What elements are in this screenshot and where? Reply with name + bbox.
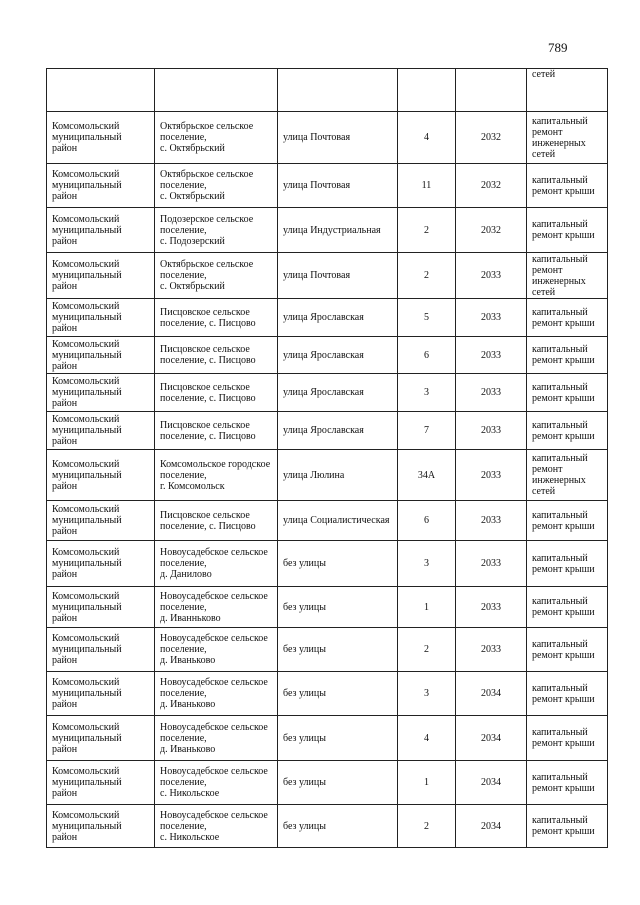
year-cell: 2032 (456, 208, 527, 253)
year-cell: 2033 (456, 412, 527, 450)
work-cell: капитальный ремонт крыши (527, 672, 608, 716)
house-cell: 4 (398, 112, 456, 164)
settlement-cell: Новоусадебское сельское поселение, д. Иваньково (155, 672, 278, 716)
table-row (47, 299, 608, 337)
street-cell: улица Ярославская (278, 337, 398, 374)
page-number: 789 (548, 40, 568, 55)
street-cell: улица Люлина (278, 450, 398, 501)
district-cell: Комсомольский муниципальный район (47, 628, 155, 672)
house-cell: 1 (398, 587, 456, 628)
table-row (47, 374, 608, 412)
street-cell: улица Ярославская (278, 299, 398, 337)
work-cell: капитальный ремонт крыши (527, 805, 608, 848)
year-cell: 2033 (456, 501, 527, 541)
house-cell: 3 (398, 374, 456, 412)
house-cell: 2 (398, 805, 456, 848)
table-row (47, 716, 608, 761)
work-cell: капитальный ремонт инженерных сетей (527, 253, 608, 299)
district-cell: Комсомольский муниципальный район (47, 374, 155, 412)
district-cell: Комсомольский муниципальный район (47, 541, 155, 587)
year-cell (456, 69, 527, 112)
table-row (47, 208, 608, 253)
settlement-cell: Новоусадебское сельское поселение, д. Данилово (155, 541, 278, 587)
work-cell: капитальный ремонт крыши (527, 628, 608, 672)
district-cell: Комсомольский муниципальный район (47, 337, 155, 374)
table-row (47, 337, 608, 374)
house-cell: 2 (398, 253, 456, 299)
street-cell (278, 69, 398, 112)
settlement-cell: Новоусадебское сельское поселение, с. Никольское (155, 805, 278, 848)
work-cell: капитальный ремонт крыши (527, 716, 608, 761)
year-cell: 2032 (456, 164, 527, 208)
settlement-cell: Новоусадебское сельское поселение, д. Иваньково (155, 716, 278, 761)
work-cell: капитальный ремонт инженерных сетей (527, 112, 608, 164)
work-cell: капитальный ремонт крыши (527, 337, 608, 374)
house-cell: 6 (398, 337, 456, 374)
year-cell: 2033 (456, 253, 527, 299)
street-cell: без улицы (278, 761, 398, 805)
work-cell: сетей (527, 69, 608, 112)
house-cell: 5 (398, 299, 456, 337)
street-cell: без улицы (278, 716, 398, 761)
street-cell: без улицы (278, 628, 398, 672)
district-cell: Комсомольский муниципальный район (47, 450, 155, 501)
street-cell: без улицы (278, 587, 398, 628)
table-row (47, 450, 608, 501)
street-cell: улица Индустриальная (278, 208, 398, 253)
year-cell: 2034 (456, 761, 527, 805)
street-cell: улица Ярославская (278, 374, 398, 412)
house-cell: 2 (398, 628, 456, 672)
table-row (47, 112, 608, 164)
district-cell: Комсомольский муниципальный район (47, 805, 155, 848)
district-cell: Комсомольский муниципальный район (47, 587, 155, 628)
house-cell: 7 (398, 412, 456, 450)
settlement-cell (155, 69, 278, 112)
table-row (47, 761, 608, 805)
table-row (47, 541, 608, 587)
district-cell: Комсомольский муниципальный район (47, 112, 155, 164)
table-row (47, 412, 608, 450)
year-cell: 2033 (456, 374, 527, 412)
work-cell: капитальный ремонт инженерных сетей (527, 450, 608, 501)
house-cell: 3 (398, 541, 456, 587)
district-cell (47, 69, 155, 112)
settlement-cell: Писцовское сельское поселение, с. Писцово (155, 412, 278, 450)
year-cell: 2034 (456, 805, 527, 848)
year-cell: 2032 (456, 112, 527, 164)
district-cell: Комсомольский муниципальный район (47, 501, 155, 541)
house-cell: 6 (398, 501, 456, 541)
settlement-cell: Октябрьское сельское поселение, с. Октябрьский (155, 112, 278, 164)
settlement-cell: Октябрьское сельское поселение, с. Октябрьский (155, 164, 278, 208)
year-cell: 2033 (456, 337, 527, 374)
street-cell: без улицы (278, 805, 398, 848)
year-cell: 2033 (456, 587, 527, 628)
street-cell: улица Почтовая (278, 253, 398, 299)
street-cell: улица Почтовая (278, 112, 398, 164)
table-row (47, 253, 608, 299)
house-cell: 2 (398, 208, 456, 253)
street-cell: улица Социалистическая (278, 501, 398, 541)
work-cell: капитальный ремонт крыши (527, 501, 608, 541)
district-cell: Комсомольский муниципальный район (47, 672, 155, 716)
year-cell: 2033 (456, 299, 527, 337)
year-cell: 2034 (456, 716, 527, 761)
settlement-cell: Писцовское сельское поселение, с. Писцово (155, 374, 278, 412)
settlement-cell: Октябрьское сельское поселение, с. Октябрьский (155, 253, 278, 299)
work-cell: капитальный ремонт крыши (527, 587, 608, 628)
district-cell: Комсомольский муниципальный район (47, 761, 155, 805)
house-cell: 34А (398, 450, 456, 501)
settlement-cell: Новоусадебское сельское поселение, д. Иваньково (155, 628, 278, 672)
settlement-cell: Писцовское сельское поселение, с. Писцово (155, 337, 278, 374)
table-row (47, 587, 608, 628)
work-cell: капитальный ремонт крыши (527, 208, 608, 253)
table-row (47, 672, 608, 716)
settlement-cell: Комсомольское городское поселение, г. Комсомольск (155, 450, 278, 501)
district-cell: Комсомольский муниципальный район (47, 716, 155, 761)
street-cell: улица Ярославская (278, 412, 398, 450)
year-cell: 2034 (456, 672, 527, 716)
street-cell: без улицы (278, 541, 398, 587)
district-cell: Комсомольский муниципальный район (47, 253, 155, 299)
work-cell: капитальный ремонт крыши (527, 374, 608, 412)
table-row (47, 628, 608, 672)
work-cell: капитальный ремонт крыши (527, 164, 608, 208)
work-cell: капитальный ремонт крыши (527, 761, 608, 805)
settlement-cell: Писцовское сельское поселение, с. Писцово (155, 501, 278, 541)
district-cell: Комсомольский муниципальный район (47, 208, 155, 253)
work-cell: капитальный ремонт крыши (527, 299, 608, 337)
settlement-cell: Подозерское сельское поселение, с. Подозерский (155, 208, 278, 253)
settlement-cell: Писцовское сельское поселение, с. Писцово (155, 299, 278, 337)
house-cell: 3 (398, 672, 456, 716)
district-cell: Комсомольский муниципальный район (47, 164, 155, 208)
table-row (47, 805, 608, 848)
house-cell (398, 69, 456, 112)
work-cell: капитальный ремонт крыши (527, 541, 608, 587)
work-cell: капитальный ремонт крыши (527, 412, 608, 450)
year-cell: 2033 (456, 628, 527, 672)
district-cell: Комсомольский муниципальный район (47, 412, 155, 450)
house-cell: 1 (398, 761, 456, 805)
settlement-cell: Новоусадебское сельское поселение, д. Иванньково (155, 587, 278, 628)
settlement-cell: Новоусадебское сельское поселение, с. Никольское (155, 761, 278, 805)
street-cell: улица Почтовая (278, 164, 398, 208)
year-cell: 2033 (456, 450, 527, 501)
continuation-row (47, 69, 608, 112)
district-cell: Комсомольский муниципальный район (47, 299, 155, 337)
table-row (47, 164, 608, 208)
house-cell: 11 (398, 164, 456, 208)
year-cell: 2033 (456, 541, 527, 587)
table-row (47, 501, 608, 541)
street-cell: без улицы (278, 672, 398, 716)
housing-repair-table (46, 68, 608, 848)
house-cell: 4 (398, 716, 456, 761)
